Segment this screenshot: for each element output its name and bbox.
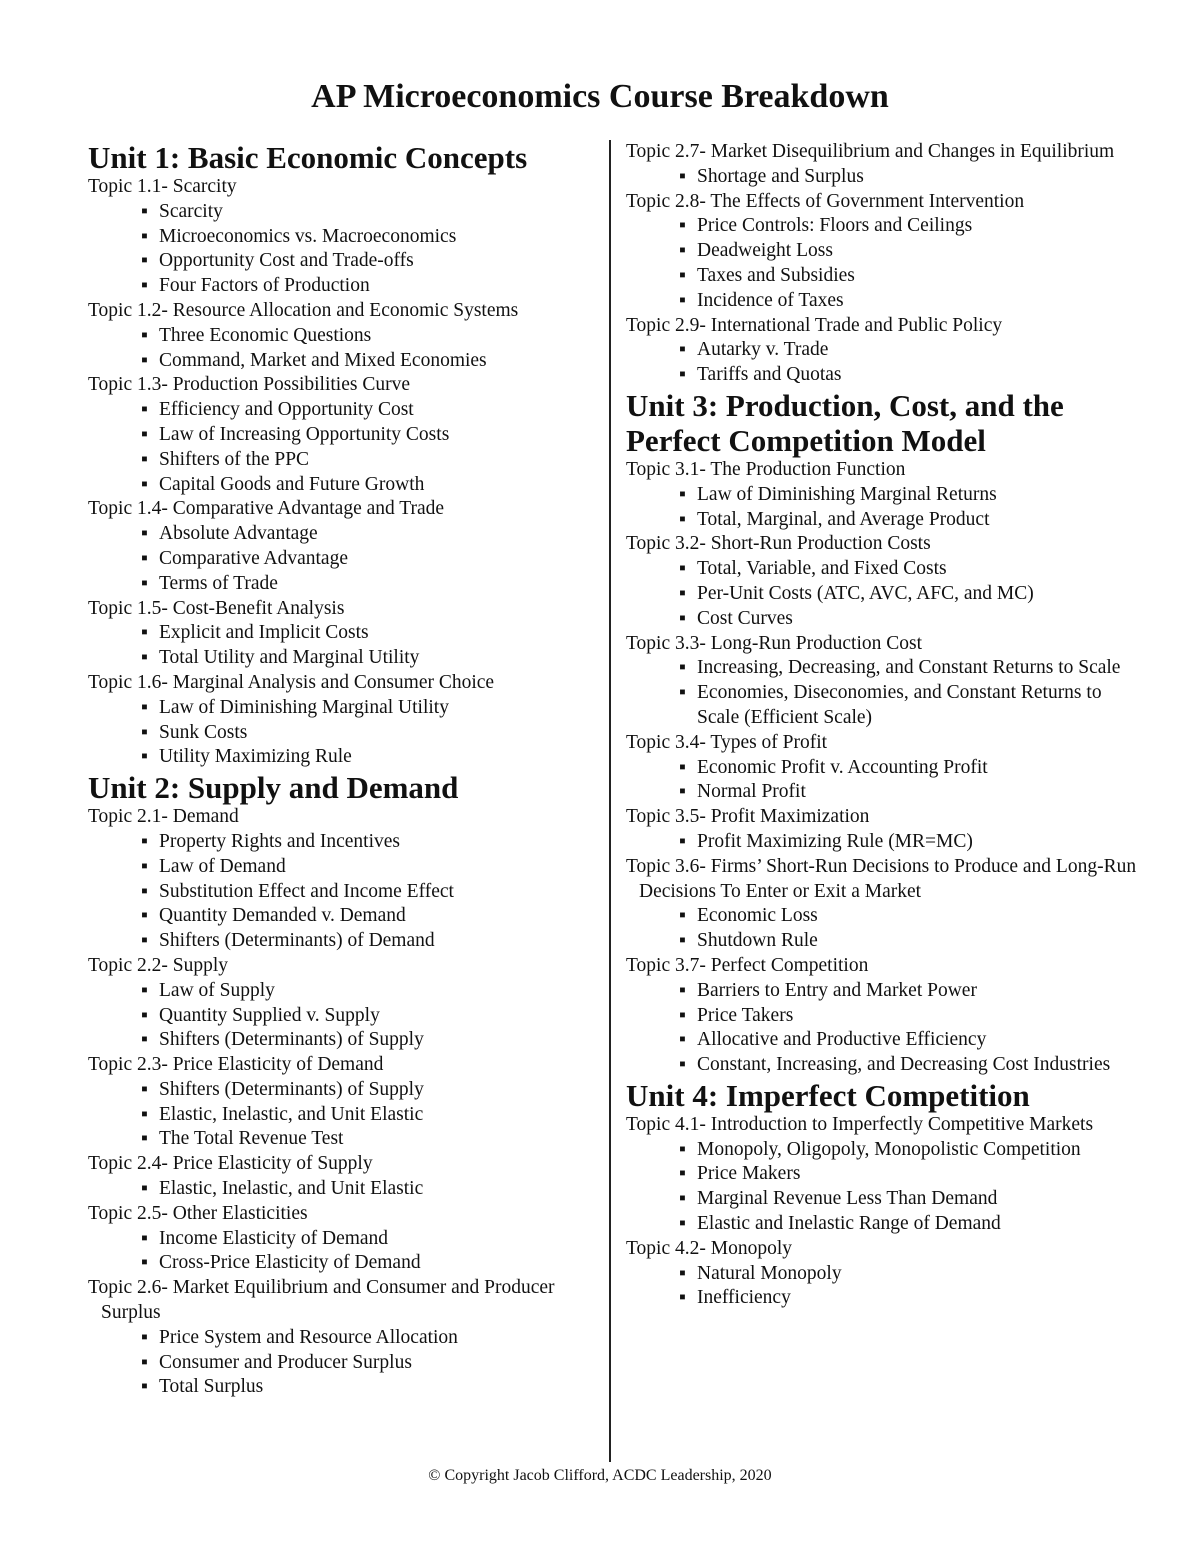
- list-item-text: Shifters (Determinants) of Supply: [159, 1029, 424, 1051]
- topic-list-item: [88, 324, 598, 349]
- topic-list-item: [88, 830, 598, 855]
- list-item-text: Constant, Increasing, and Decreasing Cost Industries: [697, 1054, 1111, 1076]
- unit-heading: Unit 1: Basic Economic Concepts: [88, 140, 528, 175]
- document-title: AP Microeconomics Course Breakdown: [311, 78, 889, 115]
- list-item-text: Utility Maximizing Rule: [159, 746, 352, 768]
- list-item-text: Marginal Revenue Less Than Demand: [697, 1188, 998, 1210]
- square-bullet-icon: ▪: [679, 1138, 686, 1160]
- topic-heading: Topic 3.7- Perfect Competition: [626, 954, 869, 976]
- topic-list-item: [88, 1004, 598, 1029]
- topic-list-item: [88, 855, 598, 880]
- square-bullet-icon: ▪: [679, 1188, 686, 1210]
- square-bullet-icon: ▪: [141, 200, 148, 222]
- topic-heading: Topic 2.5- Other Elasticities: [88, 1202, 308, 1224]
- square-bullet-icon: ▪: [141, 930, 148, 952]
- topic-list-item: [626, 607, 1146, 632]
- list-item-text: The Total Revenue Test: [159, 1128, 344, 1150]
- topic-list-item: [626, 557, 1146, 582]
- topic-list-item: [626, 239, 1146, 264]
- list-item-text: Shifters of the PPC: [159, 448, 310, 470]
- topic-list-item: [88, 572, 598, 597]
- list-item-text: Shutdown Rule: [697, 930, 818, 952]
- topic-list-item: [88, 696, 598, 721]
- list-item-text: Normal Profit: [697, 781, 806, 803]
- unit-heading: Unit 4: Imperfect Competition: [626, 1077, 1030, 1113]
- list-item-text: Property Rights and Incentives: [159, 830, 400, 852]
- topic-list-item: [626, 338, 1146, 363]
- list-item-text: Substitution Effect and Income Effect: [159, 880, 454, 902]
- unit-heading: Unit 3: Production, Cost, and the Perfect Competition Model: [626, 387, 1064, 458]
- column-divider: [609, 140, 611, 1462]
- square-bullet-icon: ▪: [141, 1078, 148, 1100]
- list-item-text: Terms of Trade: [159, 572, 278, 594]
- list-item-text: Shifters (Determinants) of Demand: [159, 930, 435, 952]
- square-bullet-icon: ▪: [141, 1326, 148, 1348]
- list-item-text: Quantity Supplied v. Supply: [159, 1004, 380, 1026]
- list-item-text: Profit Maximizing Rule (MR=MC): [697, 830, 973, 852]
- topic-list-item: [626, 1138, 1146, 1163]
- list-item-text: Scarcity: [159, 200, 223, 222]
- list-item-text: Three Economic Questions: [159, 324, 372, 346]
- topic-list-item: [626, 929, 1146, 954]
- square-bullet-icon: ▪: [141, 1351, 148, 1373]
- square-bullet-icon: ▪: [679, 905, 686, 927]
- topic-heading: Topic 3.1- The Production Function: [626, 458, 906, 480]
- topic-heading: Topic 2.8- The Effects of Government Intervention: [626, 190, 1025, 212]
- square-bullet-icon: ▪: [679, 483, 686, 505]
- topic-list-item: [626, 1162, 1146, 1187]
- list-item-text: Shifters (Determinants) of Supply: [159, 1078, 424, 1100]
- list-item-text: Capital Goods and Future Growth: [159, 473, 425, 495]
- list-item-text: Natural Monopoly: [697, 1262, 842, 1284]
- right-column: [626, 140, 1146, 1311]
- list-item-text: Four Factors of Production: [159, 275, 370, 297]
- topic-heading: Topic 3.3- Long-Run Production Cost: [626, 632, 922, 654]
- square-bullet-icon: ▪: [141, 1004, 148, 1026]
- square-bullet-icon: ▪: [679, 240, 686, 262]
- list-item-text: Price System and Resource Allocation: [159, 1326, 458, 1348]
- list-item-text: Cross-Price Elasticity of Demand: [159, 1252, 421, 1274]
- topic-list-item: [626, 830, 1146, 855]
- list-item-text: Elastic, Inelastic, and Unit Elastic: [159, 1103, 424, 1125]
- square-bullet-icon: ▪: [141, 1128, 148, 1150]
- topic-list-item: [626, 1262, 1146, 1287]
- left-column: [88, 140, 598, 1400]
- topic-list-item: [626, 508, 1146, 533]
- topic-list-item: [626, 483, 1146, 508]
- topic-heading: Topic 1.5- Cost-Benefit Analysis: [88, 597, 345, 619]
- square-bullet-icon: ▪: [141, 880, 148, 902]
- topic-heading: Topic 1.1- Scarcity: [88, 176, 237, 197]
- square-bullet-icon: ▪: [679, 1287, 686, 1309]
- list-item-text: Economic Profit v. Accounting Profit: [697, 756, 988, 778]
- list-item-text: Economic Loss: [697, 905, 818, 927]
- square-bullet-icon: ▪: [679, 165, 686, 187]
- topic-heading: Topic 4.2- Monopoly: [626, 1237, 792, 1259]
- square-bullet-icon: ▪: [679, 215, 686, 237]
- square-bullet-icon: ▪: [141, 572, 148, 594]
- list-item-text: Microeconomics vs. Macroeconomics: [159, 225, 457, 247]
- square-bullet-icon: ▪: [141, 399, 148, 421]
- square-bullet-icon: ▪: [679, 264, 686, 286]
- square-bullet-icon: ▪: [679, 607, 686, 629]
- square-bullet-icon: ▪: [679, 1004, 686, 1026]
- list-item-text: Sunk Costs: [159, 721, 248, 743]
- list-item-text: Comparative Advantage: [159, 547, 348, 569]
- list-item-text: Economies, Diseconomies, and Constant Returns to Scale (Efficient Scale): [697, 682, 1102, 728]
- topic-list-item: [626, 1187, 1146, 1212]
- square-bullet-icon: ▪: [141, 855, 148, 877]
- list-item-text: Autarky v. Trade: [697, 339, 829, 361]
- topic-list-item: [88, 1078, 598, 1103]
- topic-list-item: [88, 398, 598, 423]
- list-item-text: Shortage and Surplus: [697, 165, 864, 187]
- list-item-text: Tariffs and Quotas: [697, 364, 842, 386]
- topic-heading: Topic 3.2- Short-Run Production Costs: [626, 533, 931, 555]
- topic-list-item: [626, 214, 1146, 239]
- square-bullet-icon: ▪: [141, 746, 148, 768]
- topic-heading: Topic 2.1- Demand: [88, 806, 239, 828]
- topic-list-item: [626, 656, 1146, 681]
- list-item-text: Elastic, Inelastic, and Unit Elastic: [159, 1178, 424, 1200]
- list-item-text: Monopoly, Oligopoly, Monopolistic Competition: [697, 1138, 1081, 1160]
- square-bullet-icon: ▪: [679, 979, 686, 1001]
- square-bullet-icon: ▪: [679, 930, 686, 952]
- list-item-text: Law of Supply: [159, 979, 275, 1001]
- list-item-text: Incidence of Taxes: [697, 289, 844, 311]
- square-bullet-icon: ▪: [679, 756, 686, 778]
- topic-list-item: [626, 1212, 1146, 1237]
- list-item-text: Total, Marginal, and Average Product: [697, 508, 990, 530]
- topic-list-item: [88, 646, 598, 671]
- list-item-text: Efficiency and Opportunity Cost: [159, 399, 414, 421]
- topic-heading: Topic 4.1- Introduction to Imperfectly Competitive Markets: [626, 1113, 1094, 1135]
- square-bullet-icon: ▪: [141, 721, 148, 743]
- list-item-text: Elastic and Inelastic Range of Demand: [697, 1213, 1001, 1235]
- topic-list-item: [88, 522, 598, 547]
- list-item-text: Deadweight Loss: [697, 240, 833, 262]
- list-item-text: Law of Demand: [159, 855, 286, 877]
- topic-list-item: [626, 756, 1146, 781]
- topic-list-item: [88, 904, 598, 929]
- list-item-text: Allocative and Productive Efficiency: [697, 1029, 987, 1051]
- list-item-text: Explicit and Implicit Costs: [159, 622, 369, 644]
- square-bullet-icon: ▪: [679, 1054, 686, 1076]
- topic-list-item: [88, 225, 598, 250]
- topic-list-item: [88, 721, 598, 746]
- square-bullet-icon: ▪: [141, 905, 148, 927]
- topic-list-item: [88, 274, 598, 299]
- list-item-text: Command, Market and Mixed Economies: [159, 349, 487, 371]
- topic-heading: Topic 2.2- Supply: [88, 954, 229, 976]
- list-item-text: Law of Increasing Opportunity Costs: [159, 423, 450, 445]
- square-bullet-icon: ▪: [679, 289, 686, 311]
- square-bullet-icon: ▪: [679, 364, 686, 386]
- square-bullet-icon: ▪: [141, 547, 148, 569]
- topic-list-item: [626, 780, 1146, 805]
- topic-heading: Topic 3.5- Profit Maximization: [626, 806, 870, 828]
- list-item-text: Law of Diminishing Marginal Utility: [159, 696, 449, 718]
- topic-list-item: [626, 582, 1146, 607]
- topic-list-item: [626, 979, 1146, 1004]
- topic-list-item: [88, 1103, 598, 1128]
- square-bullet-icon: ▪: [141, 523, 148, 545]
- copyright-footer: © Copyright Jacob Clifford, ACDC Leadership, 2020: [428, 1467, 772, 1484]
- topic-list-item: [88, 1251, 598, 1276]
- square-bullet-icon: ▪: [141, 250, 148, 272]
- list-item-text: Barriers to Entry and Market Power: [697, 979, 977, 1001]
- square-bullet-icon: ▪: [679, 582, 686, 604]
- list-item-text: Price Takers: [697, 1004, 794, 1026]
- list-item-text: Inefficiency: [697, 1287, 791, 1309]
- topic-list-item: [626, 1053, 1146, 1078]
- topic-heading: Topic 1.4- Comparative Advantage and Trade: [88, 498, 445, 520]
- topic-heading: Topic 2.9- International Trade and Public Policy: [626, 314, 1003, 336]
- topic-list-item: [88, 745, 598, 770]
- list-item-text: Total Surplus: [159, 1376, 264, 1398]
- topic-list-item: [626, 1028, 1146, 1053]
- square-bullet-icon: ▪: [141, 696, 148, 718]
- square-bullet-icon: ▪: [141, 1029, 148, 1051]
- list-item-text: Total, Variable, and Fixed Costs: [697, 558, 947, 580]
- topic-list-item: [626, 289, 1146, 314]
- topic-list-item: [88, 200, 598, 225]
- unit-heading: Unit 2: Supply and Demand: [88, 770, 459, 806]
- square-bullet-icon: ▪: [679, 339, 686, 361]
- square-bullet-icon: ▪: [141, 349, 148, 371]
- topic-heading: Topic 3.6- Firms’ Short-Run Decisions to Produce and Long-Run Decisions To Enter or Exit a Market: [626, 855, 1137, 902]
- topic-list-item: [88, 423, 598, 448]
- topic-heading: Topic 3.4- Types of Profit: [626, 731, 828, 753]
- square-bullet-icon: ▪: [141, 1376, 148, 1398]
- square-bullet-icon: ▪: [679, 657, 686, 679]
- square-bullet-icon: ▪: [679, 1163, 686, 1185]
- square-bullet-icon: ▪: [679, 558, 686, 580]
- topic-list-item: [88, 1028, 598, 1053]
- square-bullet-icon: ▪: [141, 275, 148, 297]
- topic-list-item: [88, 1127, 598, 1152]
- square-bullet-icon: ▪: [141, 423, 148, 445]
- square-bullet-icon: ▪: [679, 781, 686, 803]
- list-item-text: Cost Curves: [697, 607, 793, 629]
- list-item-text: Income Elasticity of Demand: [159, 1227, 389, 1249]
- topic-heading: Topic 1.6- Marginal Analysis and Consumer Choice: [88, 671, 495, 693]
- square-bullet-icon: ▪: [141, 225, 148, 247]
- list-item-text: Law of Diminishing Marginal Returns: [697, 483, 997, 505]
- topic-list-item: [626, 264, 1146, 289]
- topic-list-item: [626, 904, 1146, 929]
- topic-list-item: [626, 363, 1146, 388]
- square-bullet-icon: ▪: [141, 1178, 148, 1200]
- topic-heading: Topic 2.3- Price Elasticity of Demand: [88, 1054, 384, 1076]
- square-bullet-icon: ▪: [141, 1252, 148, 1274]
- square-bullet-icon: ▪: [141, 979, 148, 1001]
- list-item-text: Price Controls: Floors and Ceilings: [697, 215, 973, 237]
- topic-list-item: [88, 1227, 598, 1252]
- list-item-text: Price Makers: [697, 1163, 801, 1185]
- list-item-text: Increasing, Decreasing, and Constant Returns to Scale: [697, 657, 1121, 679]
- topic-list-item: [88, 473, 598, 498]
- topic-list-item: [626, 165, 1146, 190]
- square-bullet-icon: ▪: [141, 324, 148, 346]
- square-bullet-icon: ▪: [141, 622, 148, 644]
- list-item-text: Quantity Demanded v. Demand: [159, 905, 406, 927]
- square-bullet-icon: ▪: [141, 473, 148, 495]
- topic-list-item: [88, 448, 598, 473]
- square-bullet-icon: ▪: [141, 1227, 148, 1249]
- list-item-text: Per-Unit Costs (ATC, AVC, AFC, and MC): [697, 582, 1034, 604]
- topic-list-item: [88, 349, 598, 374]
- topic-list-item: [88, 621, 598, 646]
- topic-list-item: [626, 1004, 1146, 1029]
- topic-heading: Topic 2.4- Price Elasticity of Supply: [88, 1153, 373, 1175]
- list-item-text: Total Utility and Marginal Utility: [159, 647, 420, 669]
- square-bullet-icon: ▪: [141, 830, 148, 852]
- topic-heading: Topic 2.7- Market Disequilibrium and Changes in Equilibrium: [626, 141, 1115, 162]
- topic-heading: Topic 1.3- Production Possibilities Curve: [88, 374, 410, 396]
- topic-list-item: [88, 880, 598, 905]
- list-item-text: Taxes and Subsidies: [697, 264, 855, 286]
- topic-list-item: [88, 929, 598, 954]
- square-bullet-icon: ▪: [679, 1029, 686, 1051]
- topic-list-item: [626, 1286, 1146, 1311]
- square-bullet-icon: ▪: [141, 448, 148, 470]
- list-item-text: Absolute Advantage: [159, 523, 318, 545]
- topic-heading: Topic 1.2- Resource Allocation and Economic Systems: [88, 299, 519, 321]
- topic-list-item: [88, 1177, 598, 1202]
- square-bullet-icon: ▪: [679, 682, 686, 704]
- topic-list-item: [88, 979, 598, 1004]
- square-bullet-icon: ▪: [679, 1213, 686, 1235]
- square-bullet-icon: ▪: [679, 1262, 686, 1284]
- topic-list-item: [626, 681, 1146, 731]
- square-bullet-icon: ▪: [679, 830, 686, 852]
- square-bullet-icon: ▪: [141, 1103, 148, 1125]
- square-bullet-icon: ▪: [141, 647, 148, 669]
- topic-list-item: [88, 1326, 598, 1351]
- square-bullet-icon: ▪: [679, 508, 686, 530]
- topic-list-item: [88, 547, 598, 572]
- topic-heading: Topic 2.6- Market Equilibrium and Consumer and Producer Surplus: [88, 1277, 555, 1324]
- list-item-text: Consumer and Producer Surplus: [159, 1351, 412, 1373]
- list-item-text: Opportunity Cost and Trade-offs: [159, 250, 414, 272]
- topic-list-item: [88, 1375, 598, 1400]
- topic-list-item: [88, 1351, 598, 1376]
- topic-list-item: [88, 249, 598, 274]
